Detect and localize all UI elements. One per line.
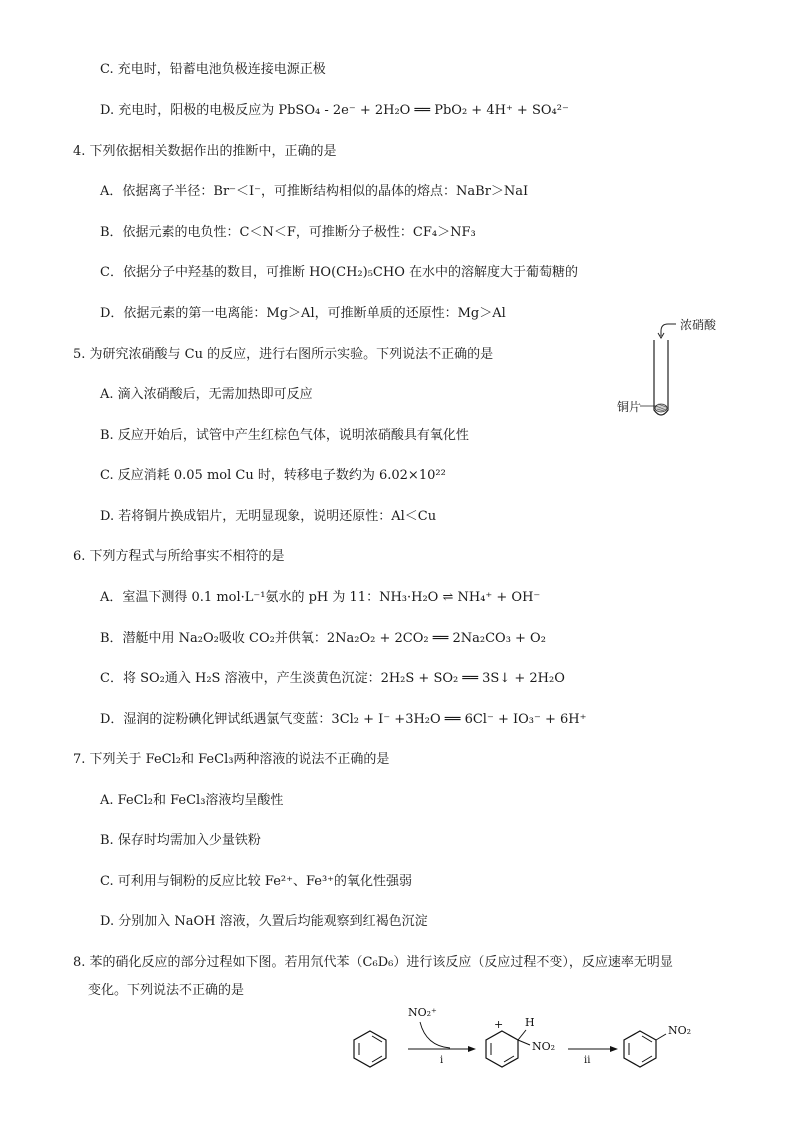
option-5d: D. 若将铜片换成铝片，无明显现象，说明还原性：Al＜Cu — [100, 509, 437, 524]
option-6d: D．湿润的淀粉碘化钾试纸遇氯气变蓝：3Cl₂ + I⁻ +3H₂O ══ 6Cl⁻ + IO₃⁻ + 6H⁺ — [100, 712, 587, 727]
intermediate-h: H — [525, 1016, 535, 1029]
question-8-stem: 8. 苯的硝化反应的部分过程如下图。若用氘代苯（C₆D₆）进行该反应（反应过程不变），反应速率无明显 — [73, 955, 673, 970]
question-4-stem: 4. 下列依据相关数据作出的推断中，正确的是 — [73, 144, 337, 159]
intermediate-no2: NO₂ — [532, 1040, 556, 1053]
option-4a: A．依据离子半径：Br⁻＜I⁻，可推断结构相似的晶体的熔点：NaBr＞NaI — [100, 184, 529, 199]
option-4d: D．依据元素的第一电离能：Mg＞Al，可推断单质的还原性：Mg＞Al — [100, 306, 506, 321]
question-6-stem: 6. 下列方程式与所给事实不相符的是 — [73, 549, 285, 564]
option-7d: D. 分别加入 NaOH 溶液，久置后均能观察到红褐色沉淀 — [100, 914, 428, 929]
option-6b: B．潜艇中用 Na₂O₂吸收 CO₂并供氧：2Na₂O₂ + 2CO₂ ══ 2Na₂CO₃ + O₂ — [100, 631, 546, 646]
option-3c: C. 充电时，铅蓄电池负极连接电源正极 — [100, 62, 326, 77]
step-ii-label: ii — [584, 1055, 591, 1066]
nitration-scheme — [350, 1000, 730, 1118]
option-6c: C．将 SO₂通入 H₂S 溶液中，产生淡黄色沉淀：2H₂S + SO₂ ══ 3S↓ + 2H₂O — [100, 671, 565, 686]
question-8-stem-cont: 变化。下列说法不正确的是 — [88, 983, 245, 998]
acid-label: 浓硝酸 — [680, 318, 717, 332]
option-4b: B．依据元素的电负性：C＜N＜F，可推断分子极性：CF₄＞NF₃ — [100, 225, 476, 240]
question-5-stem: 5. 为研究浓硝酸与 Cu 的反应，进行右图所示实验。下列说法不正确的是 — [73, 347, 494, 362]
nitrobenzene-structure — [624, 1031, 666, 1067]
option-5a: A. 滴入浓硝酸后，无需加热即可反应 — [100, 387, 313, 402]
option-7a: A. FeCl₂和 FeCl₃溶液均呈酸性 — [100, 793, 284, 808]
option-5b: B. 反应开始后，试管中产生红棕色气体，说明浓硝酸具有氧化性 — [100, 428, 469, 443]
option-4c: C．依据分子中羟基的数目，可推断 HO(CH₂)₅CHO 在水中的溶解度大于葡萄糖的 — [100, 265, 578, 280]
copper-label: 铜片 — [617, 400, 642, 414]
option-7c: C. 可利用与铜粉的反应比较 Fe²⁺、Fe³⁺的氧化性强弱 — [100, 874, 413, 889]
product-no2: NO₂ — [668, 1024, 692, 1037]
option-6a: A．室温下测得 0.1 mol·L⁻¹氨水的 pH 为 11：NH₃·H₂O ⇌ NH₄⁺ + OH⁻ — [100, 590, 541, 605]
step-i-label: i — [440, 1055, 444, 1066]
option-7b: B. 保存时均需加入少量铁粉 — [100, 833, 261, 848]
question-7-stem: 7. 下列关于 FeCl₂和 FeCl₃两种溶液的说法不正确的是 — [73, 752, 390, 767]
reagent-no2-plus: NO₂⁺ — [408, 1006, 437, 1019]
option-5c: C. 反应消耗 0.05 mol Cu 时，转移电子数约为 6.02×10²² — [100, 468, 446, 483]
intermediate-plus: + — [494, 1018, 504, 1031]
benzene-structure — [354, 1031, 386, 1067]
option-3d: D. 充电时，阳极的电极反应为 PbSO₄ - 2e⁻ + 2H₂O ══ PbO₂ + 4H⁺ + SO₄²⁻ — [100, 103, 569, 118]
intermediate-structure — [486, 1030, 530, 1067]
